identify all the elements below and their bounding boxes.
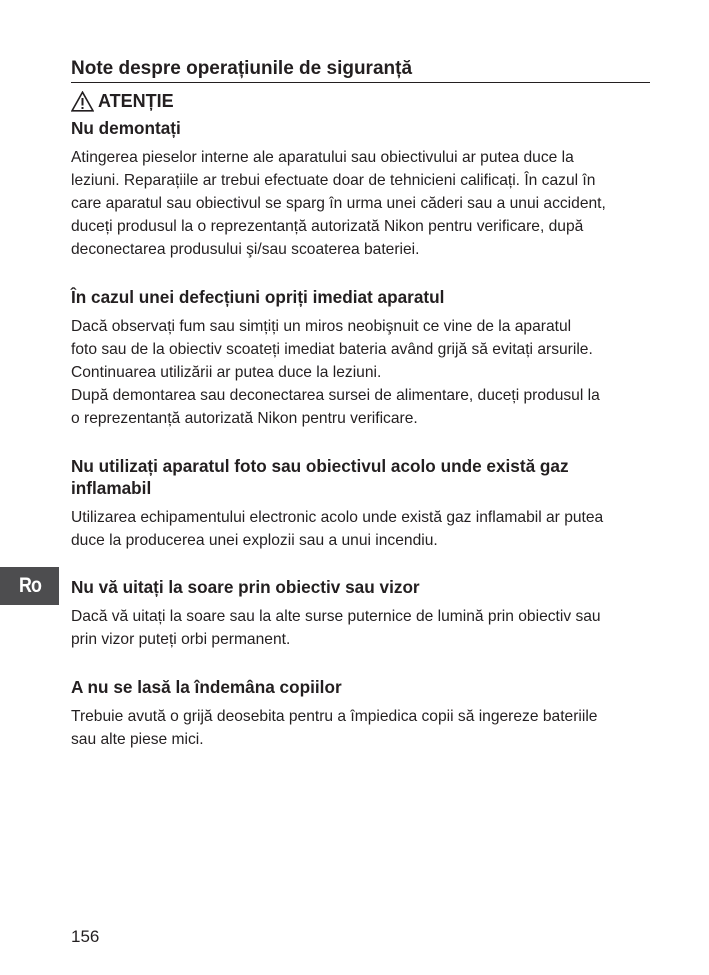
section-body: Atingerea pieselor interne ale aparatului sau obiectivului ar putea duce la leziuni. Reparațiile ar trebui efectuate doar de tehnicieni calificați. În cazul în care aparatul sau obiectivul se sparg în urma unei căderi sau a unui accident, duceți produsul la o reprezentanță autorizată Nikon pentru verificare, după deconectarea produsului şi/sau scoaterea bateriei. [71,149,606,258]
section-heading: A nu se lasă la îndemâna copiilor [71,677,342,697]
section-sun [71,576,656,651]
section-heading: Nu utilizați aparatul foto sau obiectivul acolo unde există gaz inflamabil [71,456,569,498]
section-heading: Nu vă uitați la soare prin obiectiv sau vizor [71,577,420,597]
section-do-not-disassemble [71,117,656,261]
warning-triangle-icon [71,91,94,112]
section-body: Dacă vă uitați la soare sau la alte surse puternice de lumină prin obiectiv sau prin vizor puteți orbi permanent. [71,608,601,648]
section-body: Trebuie avută o grijă deosebita pentru a împiedica copii să ingereze bateriile sau alte piese mici. [71,708,598,748]
section-body: Dacă observați fum sau simțiți un miros neobişnuit ce vine de la aparatul foto sau de la obiectiv scoateți imediat bateria având grijă să evitați arsurile. Continuarea utilizării ar putea duce la leziuni. După demontarea sau deconectarea sursei de alimentare, duceți produsul la o reprezentanță autorizată Nikon pentru verificare. [71,318,600,427]
section-flammable-gas [71,455,656,552]
page-number: 156 [71,927,100,946]
caution-label: ATENȚIE [98,90,174,111]
section-children [71,676,656,751]
language-tab [0,567,59,605]
section-heading: Nu demontați [71,118,181,138]
section-body: Utilizarea echipamentului electronic acolo unde există gaz inflamabil ar putea duce la producerea unei explozii sau a unui incendiu. [71,509,604,549]
language-tab-label: Ro [18,574,41,597]
section-heading: În cazul unei defecțiuni opriți imediat aparatul [71,287,445,307]
section-malfunction [71,286,656,430]
page-title: Note despre operațiunile de siguranță [71,56,650,83]
caution-heading [71,89,174,113]
